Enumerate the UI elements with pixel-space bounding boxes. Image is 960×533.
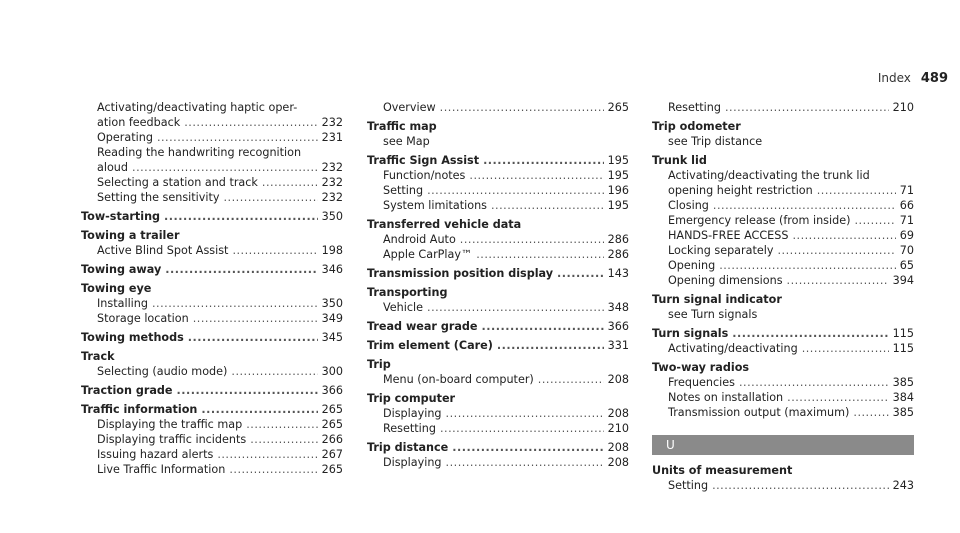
dot-leader: [184, 115, 317, 130]
index-term[interactable]: [367, 266, 629, 281]
page-reference[interactable]: 71: [899, 214, 914, 227]
dot-leader: [165, 262, 317, 277]
index-subterm[interactable]: [367, 168, 629, 183]
index-subterm[interactable]: [81, 417, 343, 432]
index-entry: [81, 383, 343, 398]
entry-text: Notes on installation: [668, 391, 784, 404]
index-subterm[interactable]: [81, 432, 343, 447]
entry-text: Two-way radios: [652, 361, 750, 374]
entry-text: Transferred vehicle data: [367, 218, 522, 231]
dot-leader: [712, 478, 889, 493]
index-subterm[interactable]: [81, 115, 343, 130]
index-entry: [81, 100, 343, 205]
index-entry: [81, 281, 343, 326]
entry-text: Displaying: [383, 456, 442, 469]
index-term[interactable]: [367, 153, 629, 168]
entry-text: Tread wear grade: [367, 320, 478, 333]
index-term[interactable]: [367, 338, 629, 353]
entry-text: Towing methods: [81, 331, 184, 344]
page-reference[interactable]: 232: [321, 191, 343, 204]
page-reference[interactable]: 208: [607, 456, 629, 469]
entry-text: Towing eye: [81, 282, 152, 295]
dot-leader: [483, 153, 604, 168]
entry-text: Transmission position display: [367, 267, 554, 280]
dot-leader: [719, 258, 896, 273]
entry-text: Displaying: [383, 407, 442, 420]
entry-spacer: [367, 470, 629, 474]
entry-text: Track: [81, 350, 115, 363]
page-reference[interactable]: 366: [607, 320, 629, 333]
index-subterm: [367, 134, 629, 149]
index-subterm: [81, 145, 343, 160]
dot-leader: [787, 273, 889, 288]
page-reference[interactable]: 385: [892, 406, 914, 419]
dot-leader: [232, 243, 317, 258]
index-term: [652, 119, 914, 134]
entry-text: see Map: [383, 135, 430, 148]
entry-spacer: [81, 477, 343, 481]
entry-text: Trip computer: [367, 392, 456, 405]
page-reference[interactable]: 115: [892, 327, 914, 340]
index-subterm[interactable]: [652, 258, 914, 273]
entry-text: Trip odometer: [652, 120, 741, 133]
entry-text: see Turn signals: [668, 308, 758, 321]
dot-leader: [787, 390, 889, 405]
entry-text: Locking separately: [668, 244, 774, 257]
entry-text: Transporting: [367, 286, 448, 299]
page-reference[interactable]: 350: [321, 297, 343, 310]
page-reference[interactable]: 265: [321, 418, 343, 431]
index-subterm[interactable]: [367, 406, 629, 421]
index-term[interactable]: [81, 209, 343, 224]
header-title: Index: [877, 71, 911, 85]
entry-text: Trip distance: [367, 441, 449, 454]
page-reference[interactable]: 265: [321, 403, 343, 416]
entry-text: Setting: [668, 479, 709, 492]
index-column-3: [652, 100, 914, 497]
index-entry: [81, 349, 343, 379]
index-subterm[interactable]: [367, 455, 629, 470]
dot-leader: [246, 417, 317, 432]
dot-leader: [854, 213, 895, 228]
entry-text: Traffic map: [367, 120, 437, 133]
entry-text: Trim element (Care): [367, 339, 493, 352]
page-reference[interactable]: 267: [321, 448, 343, 461]
entry-text: Emergency release (from inside): [668, 214, 851, 227]
entry-text: Turn signals: [652, 327, 729, 340]
dot-leader: [557, 266, 604, 281]
dot-leader: [440, 421, 604, 436]
entry-text: Active Blind Spot Assist: [97, 244, 229, 257]
entry-text: Activating/deactivating the trunk lid: [668, 169, 870, 182]
index-subterm[interactable]: [367, 421, 629, 436]
index-term: [81, 228, 343, 243]
dot-leader: [460, 232, 604, 247]
dot-leader: [817, 183, 896, 198]
index-entry: [81, 330, 343, 345]
dot-leader: [713, 198, 896, 213]
dot-leader: [132, 160, 318, 175]
index-term: [652, 360, 914, 375]
index-subterm[interactable]: [81, 364, 343, 379]
entry-text: Trip: [367, 358, 391, 371]
dot-leader: [201, 402, 317, 417]
entry-text: HANDS-FREE ACCESS: [668, 229, 789, 242]
index-entry: [652, 326, 914, 356]
entry-spacer: [652, 420, 914, 424]
page-header: [878, 71, 948, 86]
dot-leader: [446, 406, 604, 421]
entry-text: Opening: [668, 259, 716, 272]
entry-text: Vehicle: [383, 301, 424, 314]
entry-text: aloud: [97, 161, 129, 174]
index-entry: [652, 360, 914, 420]
index-term[interactable]: [652, 326, 914, 341]
index-entry: [367, 338, 629, 353]
index-subterm[interactable]: [81, 243, 343, 258]
index-entry: [81, 209, 343, 224]
index-term[interactable]: [367, 440, 629, 455]
index-term: [81, 349, 343, 364]
dot-leader: [229, 462, 317, 477]
index-subterm[interactable]: [367, 183, 629, 198]
page-reference[interactable]: 384: [892, 391, 914, 404]
index-entry: [652, 463, 914, 493]
dot-leader: [440, 100, 604, 115]
entry-text: Selecting (audio mode): [97, 365, 228, 378]
entry-text: Overview: [383, 101, 436, 114]
page-reference[interactable]: 266: [321, 433, 343, 446]
index-entry: [367, 217, 629, 262]
dot-leader: [164, 209, 318, 224]
page-reference[interactable]: 348: [607, 301, 629, 314]
index-subterm[interactable]: [652, 341, 914, 356]
index-entry: [81, 228, 343, 258]
entry-text: Displaying the traffic map: [97, 418, 243, 431]
page-reference[interactable]: 286: [607, 233, 629, 246]
page-reference[interactable]: 232: [321, 176, 343, 189]
header-page-number: 489: [920, 71, 948, 86]
index-entry: [81, 402, 343, 477]
index-column-1: [81, 100, 343, 481]
index-term: [367, 285, 629, 300]
page-reference[interactable]: 243: [892, 479, 914, 492]
entry-text: Trunk lid: [652, 154, 707, 167]
page-reference[interactable]: 66: [899, 199, 914, 212]
entry-text: Displaying traffic incidents: [97, 433, 247, 446]
index-entry: [652, 119, 914, 149]
index-subterm[interactable]: [652, 100, 914, 115]
index-subterm[interactable]: [652, 405, 914, 420]
entry-text: Turn signal indicator: [652, 293, 782, 306]
page-reference[interactable]: 345: [321, 331, 343, 344]
index-subterm: [652, 134, 914, 149]
index-entry: [367, 285, 629, 315]
index-term: [367, 357, 629, 372]
entry-text: Activating/deactivating: [668, 342, 798, 355]
index-subterm[interactable]: [652, 213, 914, 228]
entry-text: Resetting: [383, 422, 436, 435]
page-reference[interactable]: 394: [892, 274, 914, 287]
index-entry: [367, 100, 629, 115]
page-reference[interactable]: 70: [899, 244, 914, 257]
dot-leader: [497, 338, 604, 353]
entry-text: Reading the handwriting recognition: [97, 146, 302, 159]
page-reference[interactable]: 349: [321, 312, 343, 325]
dot-leader: [446, 455, 604, 470]
index-entry: [81, 262, 343, 277]
index-term: [367, 119, 629, 134]
page-reference[interactable]: 208: [607, 373, 629, 386]
index-subterm[interactable]: [81, 462, 343, 477]
index-term[interactable]: [81, 262, 343, 277]
page-reference[interactable]: 232: [321, 161, 343, 174]
index-entry: [652, 292, 914, 322]
dot-leader: [157, 130, 318, 145]
entry-text: Setting: [383, 184, 424, 197]
entry-text: Units of measurement: [652, 464, 793, 477]
page-reference[interactable]: 366: [321, 384, 343, 397]
dot-leader: [217, 447, 317, 462]
dot-leader: [193, 311, 318, 326]
index-entry: [652, 153, 914, 288]
index-column-2: [367, 100, 629, 474]
index-entry: [367, 153, 629, 213]
index-term: [367, 217, 629, 232]
page-reference[interactable]: 195: [607, 169, 629, 182]
index-term: [652, 153, 914, 168]
entry-text: Storage location: [97, 312, 189, 325]
index-entry: [367, 266, 629, 281]
entry-text: Towing away: [81, 263, 162, 276]
page-reference[interactable]: 286: [607, 248, 629, 261]
index-subterm[interactable]: [367, 247, 629, 262]
entry-text: Live Traffic Information: [97, 463, 226, 476]
dot-leader: [231, 364, 317, 379]
entry-text: Android Auto: [383, 233, 456, 246]
index-term: [367, 391, 629, 406]
index-subterm[interactable]: [81, 190, 343, 205]
page-reference[interactable]: 385: [892, 376, 914, 389]
index-entry: [367, 440, 629, 470]
page-reference[interactable]: 210: [892, 101, 914, 114]
entry-text: Function/notes: [383, 169, 466, 182]
section-letter-header: U: [652, 435, 914, 455]
entry-text: Selecting a station and track: [97, 176, 258, 189]
index-entry: [367, 357, 629, 387]
index-subterm[interactable]: [652, 198, 914, 213]
index-subterm[interactable]: [652, 243, 914, 258]
page-reference[interactable]: 71: [899, 184, 914, 197]
index-term[interactable]: [81, 402, 343, 417]
index-subterm[interactable]: [367, 372, 629, 387]
entry-text: Traffic information: [81, 403, 198, 416]
dot-leader: [482, 319, 604, 334]
dot-leader: [469, 168, 603, 183]
page-reference[interactable]: 65: [899, 259, 914, 272]
entry-text: Issuing hazard alerts: [97, 448, 214, 461]
entry-text: Activating/deactivating haptic oper-: [97, 101, 298, 114]
entry-text: Setting the sensitivity: [97, 191, 220, 204]
page-reference[interactable]: 195: [607, 199, 629, 212]
dot-leader: [427, 183, 604, 198]
dot-leader: [792, 228, 895, 243]
dot-leader: [152, 296, 318, 311]
dot-leader: [177, 383, 318, 398]
index-subterm[interactable]: [652, 478, 914, 493]
index-subterm[interactable]: [367, 100, 629, 115]
page-reference[interactable]: 265: [607, 101, 629, 114]
page-reference[interactable]: 232: [321, 116, 343, 129]
index-term[interactable]: [81, 330, 343, 345]
index-term: [652, 463, 914, 478]
dot-leader: [476, 247, 603, 262]
dot-leader: [725, 100, 889, 115]
index-subterm[interactable]: [367, 300, 629, 315]
entry-text: Frequencies: [668, 376, 735, 389]
page-reference[interactable]: 69: [899, 229, 914, 242]
index-entry: [367, 391, 629, 436]
entry-text: Closing: [668, 199, 709, 212]
entry-text: System limitations: [383, 199, 487, 212]
index-subterm[interactable]: [81, 160, 343, 175]
entry-text: Tow-starting: [81, 210, 161, 223]
page-reference[interactable]: 208: [607, 441, 629, 454]
dot-leader: [491, 198, 604, 213]
entry-text: Resetting: [668, 101, 721, 114]
index-subterm[interactable]: [81, 311, 343, 326]
index-subterm[interactable]: [652, 375, 914, 390]
index-entry: [367, 119, 629, 149]
index-subterm[interactable]: [81, 175, 343, 190]
entry-text: Traffic Sign Assist: [367, 154, 480, 167]
index-subterm[interactable]: [367, 198, 629, 213]
entry-text: Installing: [97, 297, 148, 310]
entry-text: Traction grade: [81, 384, 173, 397]
page-reference[interactable]: 300: [321, 365, 343, 378]
index-subterm[interactable]: [652, 183, 914, 198]
page-reference[interactable]: 143: [607, 267, 629, 280]
page-reference[interactable]: 196: [607, 184, 629, 197]
page-reference[interactable]: 208: [607, 407, 629, 420]
dot-leader: [427, 300, 604, 315]
dot-leader: [250, 432, 317, 447]
entry-text: opening height restriction: [668, 184, 813, 197]
index-subterm: [652, 168, 914, 183]
entry-text: Transmission output (maximum): [668, 406, 850, 419]
page-reference[interactable]: 115: [892, 342, 914, 355]
dot-leader: [739, 375, 889, 390]
index-subterm[interactable]: [81, 296, 343, 311]
entry-text: Operating: [97, 131, 153, 144]
dot-leader: [802, 341, 889, 356]
index-subterm[interactable]: [652, 228, 914, 243]
entry-text: Apple CarPlay™: [383, 248, 473, 261]
page-reference[interactable]: 346: [321, 263, 343, 276]
entry-spacer: [652, 493, 914, 497]
entry-text: Opening dimensions: [668, 274, 783, 287]
index-subterm[interactable]: [367, 232, 629, 247]
dot-leader: [262, 175, 318, 190]
dot-leader: [778, 243, 896, 258]
dot-leader: [188, 330, 318, 345]
entry-text: ation feedback: [97, 116, 181, 129]
entry-text: see Trip distance: [668, 135, 763, 148]
index-subterm: [81, 100, 343, 115]
page-reference[interactable]: 210: [607, 422, 629, 435]
page-reference[interactable]: 265: [321, 463, 343, 476]
index-term: [652, 292, 914, 307]
page-reference[interactable]: 198: [321, 244, 343, 257]
page-reference[interactable]: 350: [321, 210, 343, 223]
index-subterm: [652, 307, 914, 322]
page-reference[interactable]: 195: [607, 154, 629, 167]
dot-leader: [538, 372, 604, 387]
index-term: [81, 281, 343, 296]
index-term[interactable]: [367, 319, 629, 334]
dot-leader: [853, 405, 888, 420]
entry-text: Towing a trailer: [81, 229, 180, 242]
entry-text: Menu (on-board computer): [383, 373, 534, 386]
index-subterm[interactable]: [652, 273, 914, 288]
index-entry: [367, 319, 629, 334]
page-reference[interactable]: 331: [607, 339, 629, 352]
index-subterm[interactable]: [81, 130, 343, 145]
dot-leader: [224, 190, 318, 205]
dot-leader: [732, 326, 888, 341]
index-term[interactable]: [81, 383, 343, 398]
dot-leader: [452, 440, 603, 455]
index-subterm[interactable]: [652, 390, 914, 405]
index-entry: [652, 100, 914, 115]
page-reference[interactable]: 231: [321, 131, 343, 144]
index-subterm[interactable]: [81, 447, 343, 462]
